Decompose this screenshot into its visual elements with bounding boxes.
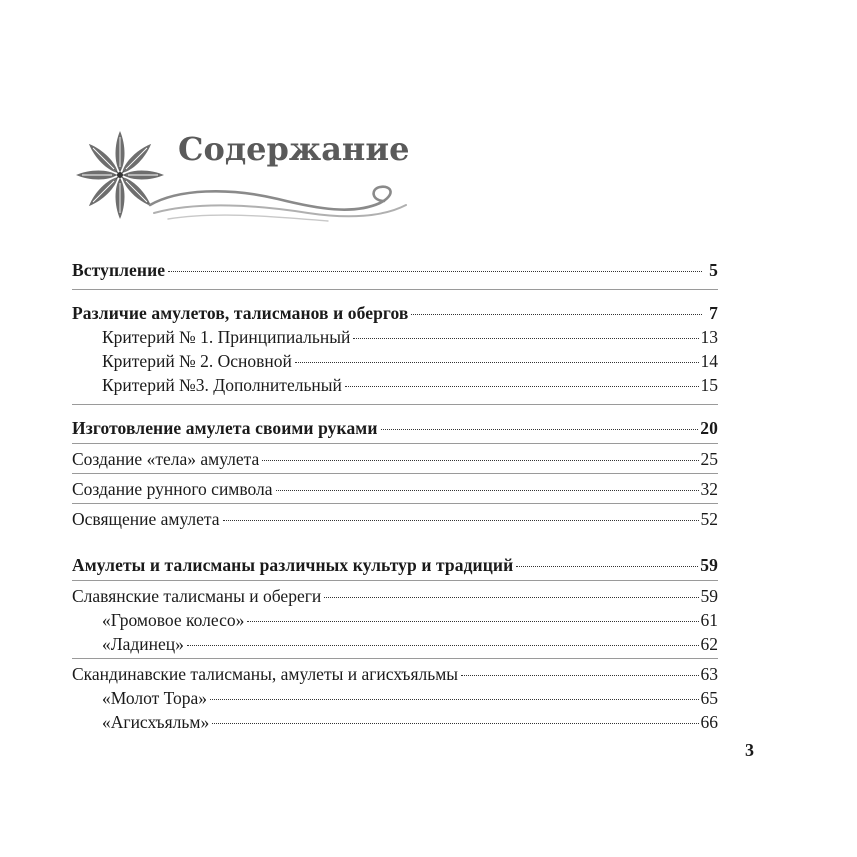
toc-entry-page: 25 xyxy=(700,449,718,469)
toc-entry-title: «Агисхъяльм» xyxy=(102,712,210,732)
section-divider xyxy=(72,580,718,581)
toc-entry[interactable] xyxy=(72,258,718,282)
section-divider xyxy=(72,503,718,504)
toc-entry-title: «Ладинец» xyxy=(102,634,184,654)
toc-entry-page: 20 xyxy=(700,418,718,438)
toc-entry-page: 62 xyxy=(700,634,718,654)
toc-entry-page: 32 xyxy=(700,479,718,499)
page-number: 3 xyxy=(745,740,754,760)
toc-entry-title: Создание «тела» амулета xyxy=(72,449,260,469)
dot-leader xyxy=(345,386,699,387)
toc-subentry[interactable] xyxy=(102,710,718,734)
toc-entry-title: Различие амулетов, талисманов и обергов xyxy=(72,303,409,323)
section-divider xyxy=(72,658,718,659)
toc-entry-page: 13 xyxy=(700,327,718,347)
toc-entry-title: Критерий № 1. Принципиальный xyxy=(102,327,351,347)
dot-leader xyxy=(324,597,698,598)
toc-entry-page: 7 xyxy=(709,303,718,323)
page-title: Содержание xyxy=(178,130,410,168)
toc-entry[interactable] xyxy=(72,584,718,608)
toc-entry-title: Создание рунного символа xyxy=(72,479,273,499)
toc-entry[interactable] xyxy=(72,447,718,471)
toc-entry-page: 61 xyxy=(700,610,718,630)
toc-subentry[interactable] xyxy=(102,608,718,632)
dot-leader xyxy=(516,566,698,567)
toc-entry-page: 63 xyxy=(700,664,718,684)
toc-entry-page: 15 xyxy=(700,375,718,395)
toc-entry-page: 59 xyxy=(700,586,718,606)
toc-subentry[interactable] xyxy=(102,349,718,373)
toc-entry-title: Критерий № 2. Основной xyxy=(102,351,292,371)
dot-leader xyxy=(212,723,698,724)
toc-entry-title: Критерий №3. Дополнительный xyxy=(102,375,342,395)
toc-subentry[interactable] xyxy=(102,686,718,710)
dot-leader xyxy=(247,621,698,622)
toc-entry[interactable] xyxy=(72,553,718,577)
toc-entry-page: 52 xyxy=(700,509,718,529)
toc-entry-title: «Молот Тора» xyxy=(102,688,208,708)
toc-entry[interactable] xyxy=(72,507,718,531)
toc-entry-page: 59 xyxy=(700,555,718,575)
section-divider xyxy=(72,289,718,290)
toc-entry[interactable] xyxy=(72,662,718,686)
toc-entry-page: 5 xyxy=(709,260,718,280)
toc-entry-title: Вступление xyxy=(72,260,166,280)
toc-entry-title: «Громовое колесо» xyxy=(102,610,245,630)
toc-subentry[interactable] xyxy=(102,632,718,656)
dot-leader xyxy=(353,338,698,339)
dot-leader xyxy=(168,271,702,272)
toc-subentry[interactable] xyxy=(102,325,718,349)
dot-leader xyxy=(223,520,699,521)
toc-entry-title: Освящение амулета xyxy=(72,509,220,529)
section-divider xyxy=(72,404,718,405)
toc-entry[interactable] xyxy=(72,477,718,501)
toc-entry-title: Скандинавские талисманы, амулеты и агисхъяльмы xyxy=(72,664,459,684)
toc-entry-page: 14 xyxy=(700,351,718,371)
dot-leader xyxy=(411,314,702,315)
toc-entry-title: Амулеты и талисманы различных культур и традиций xyxy=(72,555,514,575)
dot-leader xyxy=(461,675,698,676)
toc-entry[interactable] xyxy=(72,416,718,440)
dot-leader xyxy=(210,699,698,700)
toc-entry-page: 66 xyxy=(700,712,718,732)
dot-leader xyxy=(381,429,699,430)
toc-entry-title: Славянские талисманы и обереги xyxy=(72,586,322,606)
toc-subentry[interactable] xyxy=(102,373,718,397)
toc-entry-page: 65 xyxy=(700,688,718,708)
dot-leader xyxy=(276,490,699,491)
swirl-flourish-icon xyxy=(148,183,408,227)
dot-leader xyxy=(262,460,698,461)
toc-entry[interactable] xyxy=(72,301,718,325)
section-divider xyxy=(72,473,718,474)
dot-leader xyxy=(187,645,699,646)
toc-entry-title: Изготовление амулета своими руками xyxy=(72,418,378,438)
dot-leader xyxy=(295,362,699,363)
contents-header xyxy=(70,125,430,235)
section-divider xyxy=(72,443,718,444)
